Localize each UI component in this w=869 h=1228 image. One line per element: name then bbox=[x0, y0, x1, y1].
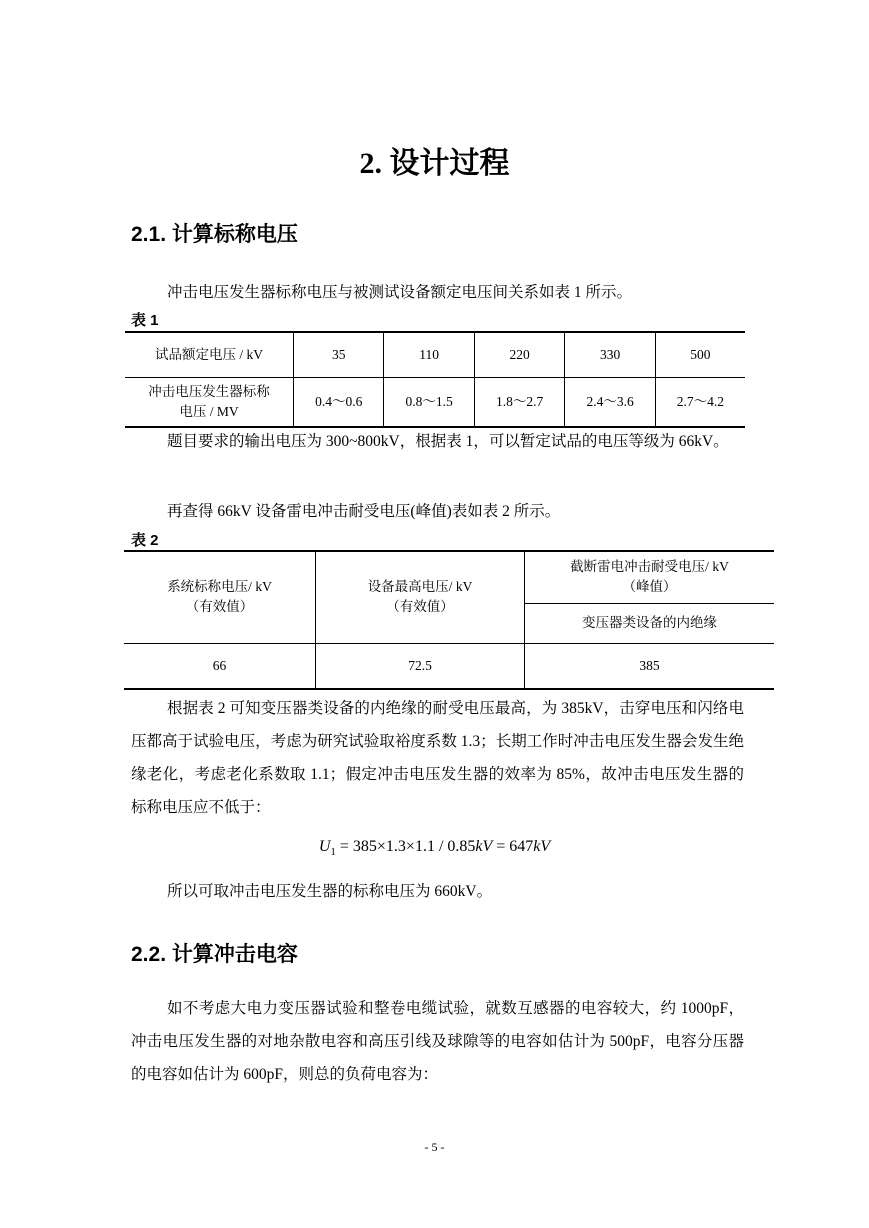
table2-col2-line2: （有效值） bbox=[386, 599, 454, 615]
table1-row2-header-line2: 电压 / MV bbox=[179, 403, 239, 419]
table2-col3-subheader: 变压器类设备的内绝缘 bbox=[525, 603, 775, 643]
table2-header-row bbox=[124, 551, 774, 603]
table1-cell: 0.4～0.6 bbox=[294, 377, 384, 427]
table2-col1-line2: （有效值） bbox=[185, 599, 254, 615]
formula-equals: = 647 bbox=[492, 838, 534, 855]
paragraph-lookup: 再查得 66kV 设备雷电冲击耐受电压(峰值)表如表 2 所示。 bbox=[167, 503, 561, 520]
table1-cell: 220 bbox=[474, 332, 564, 377]
paragraph-conclusion: 所以可取冲击电压发生器的标称电压为 660kV。 bbox=[167, 883, 493, 900]
table2-col1-header bbox=[124, 551, 316, 643]
table2-cell: 66 bbox=[124, 643, 316, 689]
table2-col3-line2: （峰值） bbox=[622, 579, 677, 595]
table2-caption: 表 2 bbox=[131, 532, 159, 549]
table1-cell: 500 bbox=[655, 332, 745, 377]
table1 bbox=[125, 331, 745, 428]
table2-col1-line1: 系统标称电压/ kV bbox=[167, 579, 272, 595]
table1-cell: 2.7～4.2 bbox=[655, 377, 745, 427]
table1-cell: 330 bbox=[565, 332, 655, 377]
table2-col2-line1: 设备最高电压/ kV bbox=[367, 579, 473, 595]
page-number: - 5 - bbox=[424, 1140, 445, 1154]
table1-row2-header bbox=[125, 377, 294, 427]
table2-cell: 385 bbox=[525, 643, 775, 689]
paragraph-voltage-level: 题目要求的输出电压为 300~800kV，根据表 1，可以暂定试品的电压等级为 66kV。 bbox=[167, 433, 729, 450]
table2-data-row bbox=[124, 643, 774, 689]
intro-paragraph: 冲击电压发生器标称电压与被测试设备额定电压间关系如表 1 所示。 bbox=[167, 284, 633, 301]
table2-col2-header bbox=[316, 551, 525, 643]
table2 bbox=[124, 550, 774, 690]
formula-unit1: kV bbox=[475, 838, 493, 855]
table2-col3-header bbox=[525, 551, 775, 603]
table1-caption: 表 1 bbox=[131, 312, 159, 329]
formula-lhs: U bbox=[318, 838, 331, 855]
table1-row1-header: 试品额定电压 / kV bbox=[125, 332, 294, 377]
table1-cell: 1.8～2.7 bbox=[474, 377, 564, 427]
table1-row2-header-line1: 冲击电压发生器标称 bbox=[148, 383, 270, 399]
formula-unit2: kV bbox=[533, 838, 551, 855]
table1-cell: 0.8～1.5 bbox=[384, 377, 474, 427]
table1-row-nominal bbox=[125, 377, 745, 427]
formula-u1 bbox=[0, 838, 869, 858]
formula-expression: = 385×1.3×1.1 / 0.85 bbox=[335, 838, 476, 855]
paragraph-capacitance: 如不考虑大电力变压器试验和整卷电缆试验，就数互感器的电容较大，约 1000pF，冲击电压发生器的对地杂散电容和高压引线及球隙等的电容如估计为 500pF，电容分压器的电容如估计为 600pF，则总的负荷电容为： bbox=[131, 1000, 744, 1083]
chapter-title: 2. 设计过程 bbox=[359, 147, 510, 180]
section-title-2-1: 2.1. 计算标称电压 bbox=[131, 223, 298, 246]
table1-cell: 110 bbox=[384, 332, 474, 377]
table1-cell: 35 bbox=[294, 332, 384, 377]
table1-cell: 2.4～3.6 bbox=[565, 377, 655, 427]
table2-cell: 72.5 bbox=[316, 643, 525, 689]
paragraph-analysis: 根据表 2 可知变压器类设备的内绝缘的耐受电压最高，为 385kV，击穿电压和闪络电压都高于试验电压，考虑为研究试验取裕度系数 1.3；长期工作时冲击电压发生器会发生绝缘老化，考虑老化系数取 1.1；假定冲击电压发生器的效率为 85%，故冲击电压发生器的标称电压应不低于： bbox=[131, 700, 744, 816]
section-title-2-2: 2.2. 计算冲击电容 bbox=[131, 943, 298, 966]
formula-subscript: 1 bbox=[330, 846, 336, 859]
table1-row-rated bbox=[125, 332, 745, 377]
table2-col3-line1: 截断雷电冲击耐受电压/ kV bbox=[570, 559, 729, 575]
